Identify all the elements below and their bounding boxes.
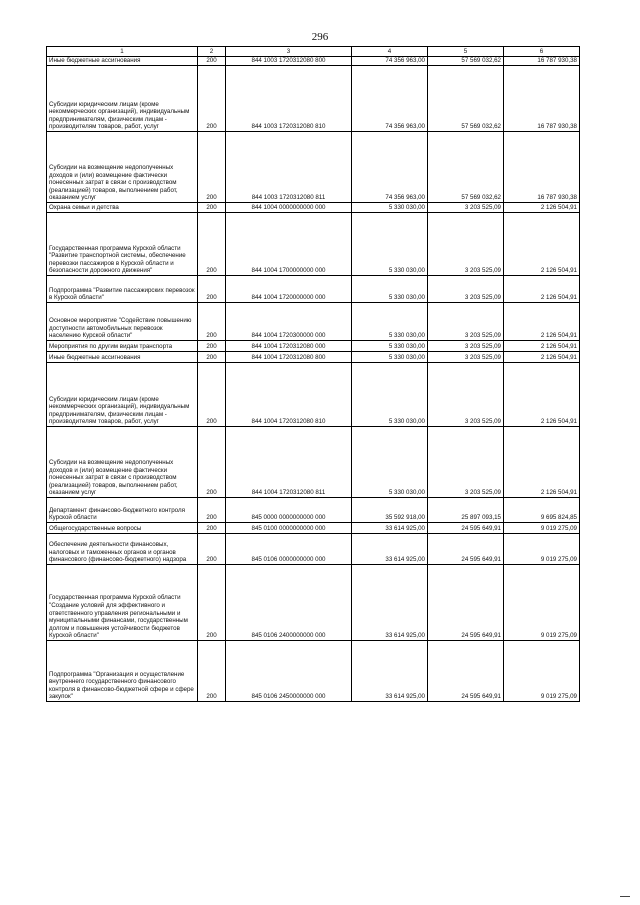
row-value-col4: 5 330 030,00 bbox=[352, 352, 428, 363]
row-value-col6: 16 787 930,38 bbox=[504, 57, 580, 66]
row-code-cell: 845 0106 2400000000 000 bbox=[226, 565, 352, 641]
row-name-cell: Иные бюджетные ассигнования bbox=[47, 352, 198, 363]
page-number: 296 bbox=[311, 31, 329, 43]
row-value-col6: 9 019 275,09 bbox=[504, 534, 580, 565]
row-name-cell: Обеспечение деятельности финансовых, налоговых и таможенных органов и органов финансового (финансово-бюджетного) надзора bbox=[47, 534, 198, 565]
row-value-col5: 24 595 649,91 bbox=[428, 523, 504, 534]
row-vr-cell: 200 bbox=[198, 534, 226, 565]
row-value-col5: 24 595 649,91 bbox=[428, 534, 504, 565]
table-row bbox=[47, 276, 580, 303]
row-vr-cell: 200 bbox=[198, 427, 226, 498]
table-row bbox=[47, 66, 580, 132]
row-value-col5: 25 897 093,15 bbox=[428, 498, 504, 523]
row-vr-cell: 200 bbox=[198, 66, 226, 132]
row-code-cell: 844 1003 1720312080 800 bbox=[226, 57, 352, 66]
row-value-col4: 5 330 030,00 bbox=[352, 303, 428, 341]
row-name-cell: Общегосударственные вопросы bbox=[47, 523, 198, 534]
row-vr-cell: 200 bbox=[198, 276, 226, 303]
row-code-cell: 844 1004 1720000000 000 bbox=[226, 276, 352, 303]
row-value-col4: 33 614 925,00 bbox=[352, 523, 428, 534]
row-value-col6: 2 126 504,91 bbox=[504, 363, 580, 427]
row-code-cell: 844 1004 0000000000 000 bbox=[226, 203, 352, 213]
row-name-cell: Субсидии юридическим лицам (кроме некоммерческих организаций), индивидуальным предпринимателям, физическим лицам - производителям товаров, работ, услуг bbox=[47, 66, 198, 132]
row-value-col5: 57 569 032,62 bbox=[428, 132, 504, 203]
row-value-col4: 74 356 963,00 bbox=[352, 132, 428, 203]
row-value-col4: 5 330 030,00 bbox=[352, 427, 428, 498]
table-row bbox=[47, 534, 580, 565]
column-header: 5 bbox=[428, 47, 504, 57]
table-row bbox=[47, 341, 580, 352]
row-value-col5: 3 203 525,09 bbox=[428, 341, 504, 352]
row-value-col5: 3 203 525,09 bbox=[428, 363, 504, 427]
table-row bbox=[47, 498, 580, 523]
row-value-col4: 5 330 030,00 bbox=[352, 213, 428, 276]
row-name-cell: Подпрограмма "Организация и осуществление внутреннего государственного финансового контроля в финансово-бюджетной сфере и сфере закупок" bbox=[47, 641, 198, 702]
row-value-col6: 2 126 504,91 bbox=[504, 303, 580, 341]
row-name-cell: Государственная программа Курской области "Создание условий для эффективного и ответственного управления региональными и муниципальными финансами, государственным долгом и повышения устойчивости бюджетов Курской области" bbox=[47, 565, 198, 641]
row-vr-cell: 200 bbox=[198, 523, 226, 534]
budget-table bbox=[46, 46, 580, 702]
row-name-cell: Государственная программа Курской области "Развитие транспортной системы, обеспечение перевозки пассажиров в Курской области и безопасности дорожного движения" bbox=[47, 213, 198, 276]
row-code-cell: 844 1004 1720312080 811 bbox=[226, 427, 352, 498]
row-value-col4: 74 356 963,00 bbox=[352, 66, 428, 132]
row-value-col6: 9 695 824,85 bbox=[504, 498, 580, 523]
table-row bbox=[47, 132, 580, 203]
row-value-col6: 9 019 275,09 bbox=[504, 565, 580, 641]
row-value-col5: 3 203 525,09 bbox=[428, 203, 504, 213]
row-name-cell: Субсидии юридическим лицам (кроме некоммерческих организаций), индивидуальным предпринимателям, физическим лицам - производителям товаров, работ, услуг bbox=[47, 363, 198, 427]
table-row bbox=[47, 565, 580, 641]
row-value-col4: 5 330 030,00 bbox=[352, 341, 428, 352]
row-vr-cell: 200 bbox=[198, 132, 226, 203]
row-value-col4: 33 614 925,00 bbox=[352, 565, 428, 641]
row-vr-cell: 200 bbox=[198, 57, 226, 66]
row-code-cell: 844 1004 1720312080 810 bbox=[226, 363, 352, 427]
row-value-col4: 74 356 963,00 bbox=[352, 57, 428, 66]
row-code-cell: 845 0106 0000000000 000 bbox=[226, 534, 352, 565]
row-vr-cell: 200 bbox=[198, 498, 226, 523]
row-name-cell: Основное мероприятие "Содействие повышению доступности автомобильных перевозок населению Курской области" bbox=[47, 303, 198, 341]
row-vr-cell: 200 bbox=[198, 565, 226, 641]
column-header: 1 bbox=[47, 47, 198, 57]
row-value-col6: 9 019 275,09 bbox=[504, 523, 580, 534]
row-value-col5: 3 203 525,09 bbox=[428, 303, 504, 341]
row-name-cell: Иные бюджетные ассигнования bbox=[47, 57, 198, 66]
row-code-cell: 844 1004 1700000000 000 bbox=[226, 213, 352, 276]
column-header: 2 bbox=[198, 47, 226, 57]
scan-mark bbox=[620, 896, 630, 897]
table-row bbox=[47, 213, 580, 276]
column-header: 3 bbox=[226, 47, 352, 57]
table-header-row bbox=[47, 47, 580, 57]
row-vr-cell: 200 bbox=[198, 303, 226, 341]
row-code-cell: 845 0100 0000000000 000 bbox=[226, 523, 352, 534]
table-row bbox=[47, 203, 580, 213]
row-name-cell: Подпрограмма "Развитие пассажирских перевозок в Курской области" bbox=[47, 276, 198, 303]
row-vr-cell: 200 bbox=[198, 641, 226, 702]
table-row bbox=[47, 427, 580, 498]
row-value-col4: 5 330 030,00 bbox=[352, 363, 428, 427]
row-name-cell: Департамент финансово-бюджетного контроля Курской области bbox=[47, 498, 198, 523]
row-value-col6: 2 126 504,91 bbox=[504, 341, 580, 352]
row-value-col6: 2 126 504,91 bbox=[504, 276, 580, 303]
row-value-col4: 5 330 030,00 bbox=[352, 276, 428, 303]
row-value-col5: 24 595 649,91 bbox=[428, 565, 504, 641]
row-value-col5: 3 203 525,09 bbox=[428, 276, 504, 303]
table-row bbox=[47, 303, 580, 341]
row-value-col5: 57 569 032,62 bbox=[428, 66, 504, 132]
row-vr-cell: 200 bbox=[198, 213, 226, 276]
row-code-cell: 844 1003 1720312080 810 bbox=[226, 66, 352, 132]
row-code-cell: 844 1004 1720312080 800 bbox=[226, 352, 352, 363]
row-name-cell: Охрана семьи и детства bbox=[47, 203, 198, 213]
row-value-col5: 3 203 525,09 bbox=[428, 352, 504, 363]
row-vr-cell: 200 bbox=[198, 352, 226, 363]
row-name-cell: Субсидии на возмещение недополученных доходов и (или) возмещение фактически понесенных затрат в связи с производством (реализацией) товаров, выполнением работ, оказанием услуг bbox=[47, 132, 198, 203]
row-value-col6: 2 126 504,91 bbox=[504, 203, 580, 213]
column-header: 6 bbox=[504, 47, 580, 57]
row-value-col5: 3 203 525,09 bbox=[428, 213, 504, 276]
row-value-col4: 35 592 918,00 bbox=[352, 498, 428, 523]
row-value-col4: 33 614 925,00 bbox=[352, 641, 428, 702]
row-value-col5: 24 595 649,91 bbox=[428, 641, 504, 702]
table-row bbox=[47, 352, 580, 363]
row-code-cell: 844 1004 1720300000 000 bbox=[226, 303, 352, 341]
row-value-col6: 2 126 504,91 bbox=[504, 213, 580, 276]
row-value-col6: 16 787 930,38 bbox=[504, 132, 580, 203]
row-vr-cell: 200 bbox=[198, 341, 226, 352]
row-value-col6: 2 126 504,91 bbox=[504, 352, 580, 363]
row-value-col4: 5 330 030,00 bbox=[352, 203, 428, 213]
table-row bbox=[47, 57, 580, 66]
table-row bbox=[47, 641, 580, 702]
row-value-col5: 3 203 525,09 bbox=[428, 427, 504, 498]
row-vr-cell: 200 bbox=[198, 203, 226, 213]
row-value-col6: 9 019 275,09 bbox=[504, 641, 580, 702]
row-value-col5: 57 569 032,62 bbox=[428, 57, 504, 66]
row-code-cell: 845 0106 2450000000 000 bbox=[226, 641, 352, 702]
row-value-col6: 16 787 930,38 bbox=[504, 66, 580, 132]
row-value-col6: 2 126 504,91 bbox=[504, 427, 580, 498]
row-code-cell: 845 0000 0000000000 000 bbox=[226, 498, 352, 523]
column-header: 4 bbox=[352, 47, 428, 57]
row-name-cell: Субсидии на возмещение недополученных доходов и (или) возмещение фактически понесенных затрат в связи с производством (реализацией) товаров, выполнением работ, оказанием услуг bbox=[47, 427, 198, 498]
row-value-col4: 33 614 925,00 bbox=[352, 534, 428, 565]
row-name-cell: Мероприятия по другим видам транспорта bbox=[47, 341, 198, 352]
row-code-cell: 844 1003 1720312080 811 bbox=[226, 132, 352, 203]
row-code-cell: 844 1004 1720312080 000 bbox=[226, 341, 352, 352]
table-row bbox=[47, 363, 580, 427]
table-row bbox=[47, 523, 580, 534]
row-vr-cell: 200 bbox=[198, 363, 226, 427]
